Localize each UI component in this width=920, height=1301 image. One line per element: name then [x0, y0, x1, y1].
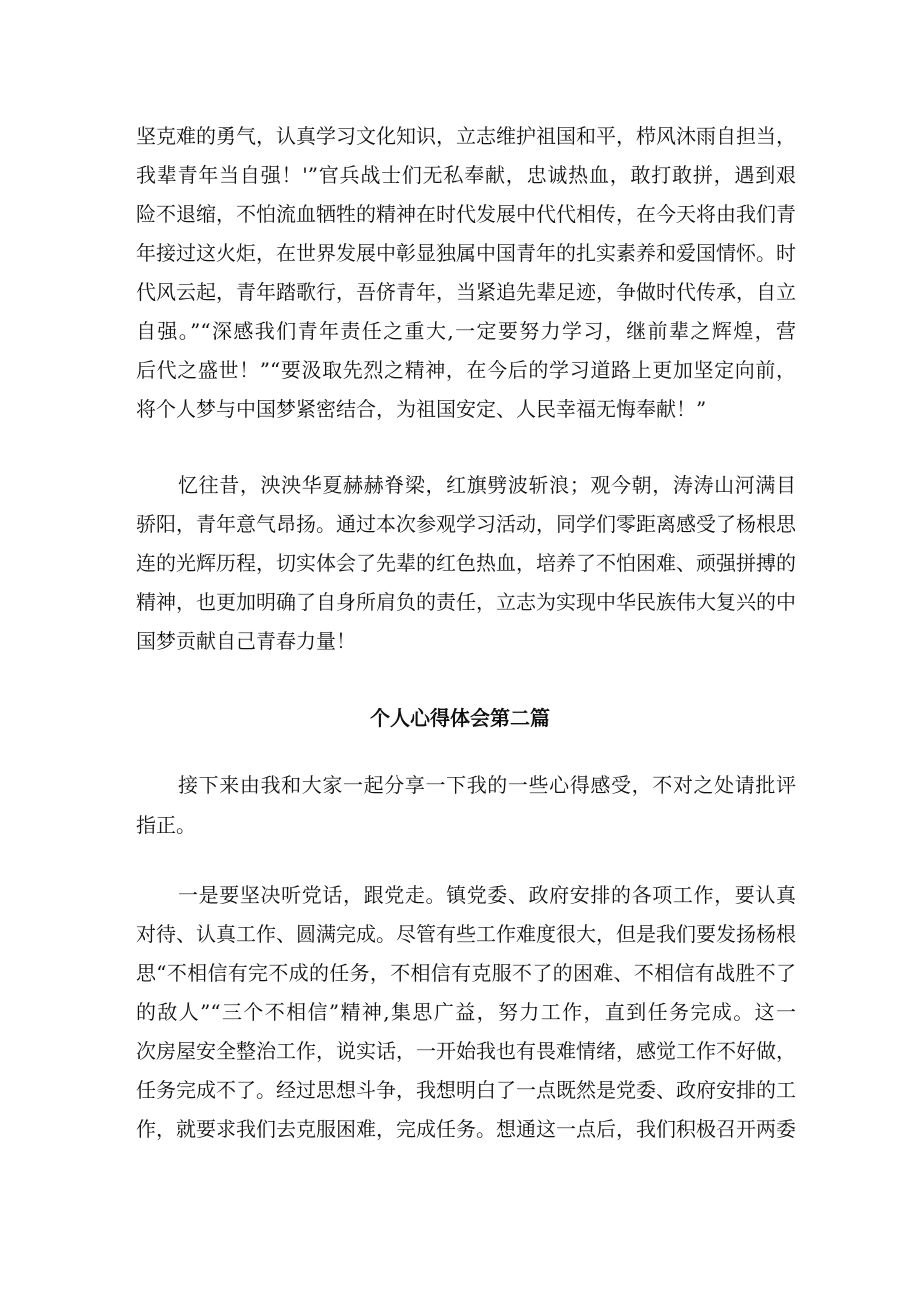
text-line: 坚克难的勇气，认真学习文化知识，立志维护祖国和平，栉风沐雨自担当， [136, 124, 796, 148]
text-line: 指正。 [136, 813, 196, 837]
text-line: 一是要坚决听党话，跟党走。镇党委、政府安排的各项工作，要认真 [178, 883, 796, 907]
text-line: 接下来由我和大家一起分享一下我的一些心得感受，不对之处请批评 [178, 773, 796, 797]
text-line: 思“不相信有完不成的任务，不相信有克服不了的困难、不相信有战胜不了 [136, 961, 796, 985]
text-line: 险不退缩，不怕流血牺牲的精神在时代发展中代代相传，在今天将由我们青 [136, 202, 796, 226]
text-line: 国梦贡献自己青春力量！ [136, 629, 356, 653]
text-line: 将个人梦与中国梦紧密结合，为祖国安定、人民幸福无悔奉献！” [136, 397, 707, 421]
text-line: 年接过这火炬，在世界发展中彰显独属中国青年的扎实素养和爱国情怀。时 [136, 241, 796, 265]
text-line: 我辈青年当自强！'”官兵战士们无私奉献，忠诚热血，敢打敢拼，遇到艰 [136, 163, 796, 187]
text-line: 的敌人”“三个不相信”精神,集思广益，努力工作，直到任务完成。这一 [136, 1000, 796, 1024]
text-line: 后代之盛世！”“要汲取先烈之精神，在今后的学习道路上更加坚定向前， [136, 358, 796, 382]
text-line: 次房屋安全整治工作，说实话，一开始我也有畏难情绪，感觉工作不好做， [136, 1039, 796, 1063]
text-line: 任务完成不了。经过思想斗争，我想明白了一点既然是党委、政府安排的工 [136, 1078, 796, 1102]
text-line: 对待、认真工作、圆满完成。尽管有些工作难度很大，但是我们要发扬杨根 [136, 922, 796, 946]
text-line: 精神，也更加明确了自身所肩负的责任，立志为实现中华民族伟大复兴的中 [136, 590, 796, 614]
text-line: 骄阳，青年意气昂扬。通过本次参观学习活动，同学们零距离感受了杨根思 [136, 512, 796, 536]
text-line: 作，就要求我们去克服困难，完成任务。想通这一点后，我们积极召开两委 [136, 1117, 796, 1141]
text-line: 代风云起，青年踏歌行，吾侪青年，当紧追先辈足迹，争做时代传承，自立 [136, 280, 796, 304]
text-line: 自强。”“深感我们青年责任之重大,一定要努力学习，继前辈之辉煌，营 [136, 319, 796, 343]
text-line: 忆往昔，泱泱华夏赫赫脊梁，红旗劈波斩浪；观今朝，涛涛山河满目 [178, 473, 796, 497]
section-heading: 个人心得体会第二篇 [370, 706, 550, 730]
text-line: 连的光辉历程，切实体会了先辈的红色热血，培养了不怕困难、顽强拼搏的 [136, 551, 796, 575]
